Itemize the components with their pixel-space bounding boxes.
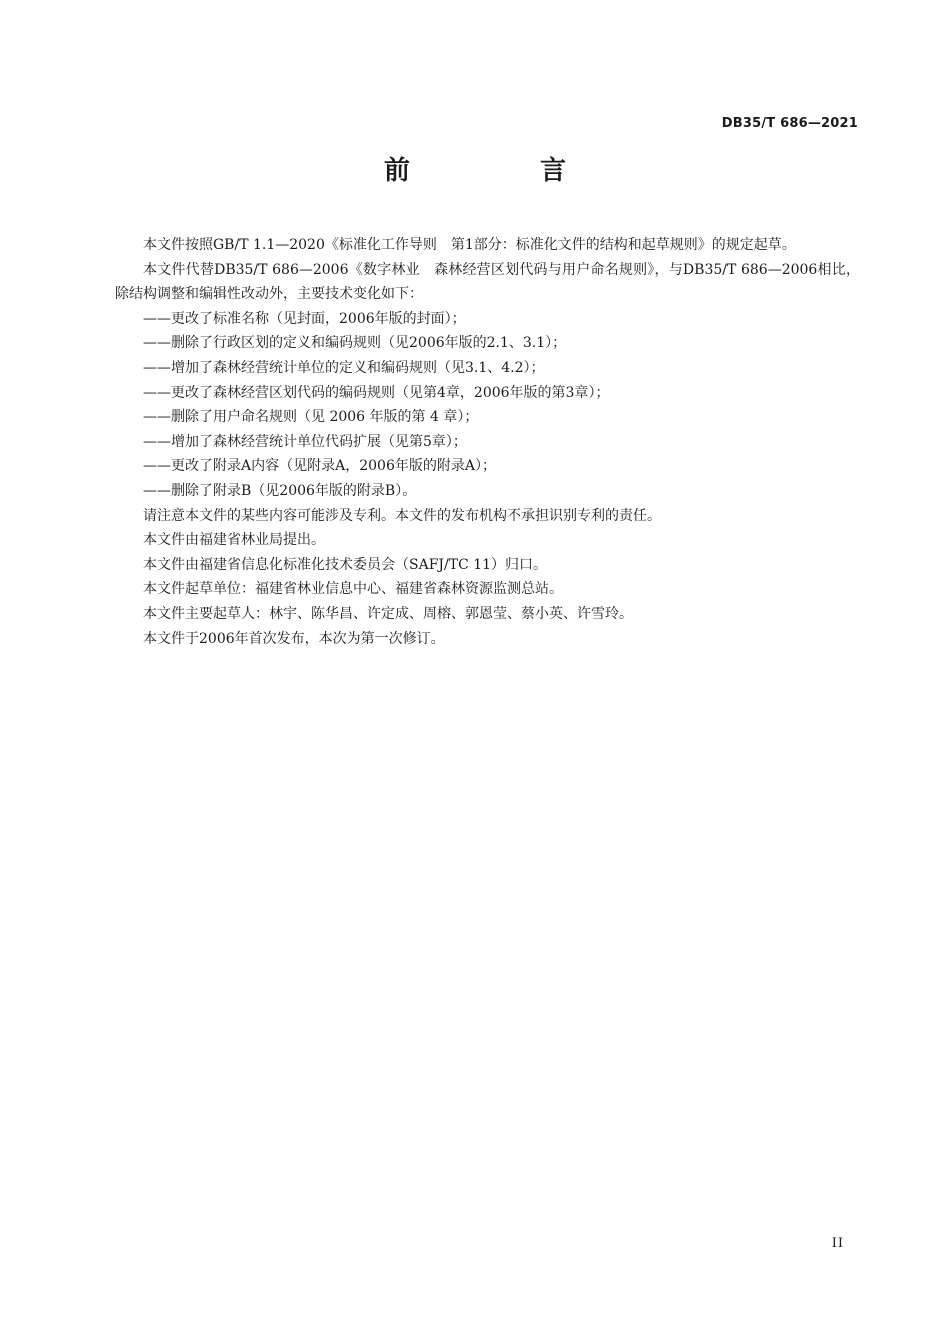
paragraph-proposer: 本文件由福建省林业局提出。	[143, 532, 325, 549]
paragraph-replacement: 本文件代替DB35/T 686—2006《数字林业 森林经营区划代码与用户命名规则》，与DB35/T 686—2006相比，除结构调整和编辑性改动外，主要技术变化如下：	[115, 261, 860, 303]
page-title: 前 言	[383, 156, 618, 186]
change-item: ——删除了附录B（见2006年版的附录B）。	[143, 482, 417, 499]
page-number: II	[831, 1236, 844, 1251]
change-item: ——删除了行政区划的定义和编码规则（见2006年版的2.1、3.1）；	[143, 335, 567, 352]
paragraph-drafting-basis: 本文件按照GB/T 1.1—2020《标准化工作导则 第1部分：标准化文件的结构和起草规则》的规定起草。	[143, 237, 796, 253]
paragraph-administration: 本文件由福建省信息化标准化技术委员会（SAFJ/TC 11）归口。	[143, 556, 548, 573]
change-item: ——增加了森林经营统计单位的定义和编码规则（见3.1、4.2）；	[143, 359, 545, 376]
change-item: ——更改了附录A内容（见附录A，2006年版的附录A）；	[143, 458, 496, 475]
document-code: DB35/T 686—2021	[721, 116, 858, 131]
change-item: ——更改了标准名称（见封面，2006年版的封面）；	[143, 310, 466, 327]
change-item: ——更改了森林经营区划代码的编码规则（见第4章，2006年版的第3章）；	[143, 384, 610, 401]
change-item: ——删除了用户命名规则（见 2006 年版的第 4 章）；	[143, 409, 479, 426]
paragraph-drafting-units: 本文件起草单位：福建省林业信息中心、福建省森林资源监测总站。	[143, 581, 563, 598]
paragraph-release-history: 本文件于2006年首次发布，本次为第一次修订。	[143, 630, 445, 647]
change-item: ——增加了森林经营统计单位代码扩展（见第5章）；	[143, 433, 467, 450]
paragraph-drafters: 本文件主要起草人：林宇、陈华昌、许定成、周榕、郭恩莹、蔡小英、许雪玲。	[143, 605, 633, 622]
paragraph-patent-notice: 请注意本文件的某些内容可能涉及专利。本文件的发布机构不承担识别专利的责任。	[143, 507, 661, 524]
foreword-body	[115, 233, 860, 651]
